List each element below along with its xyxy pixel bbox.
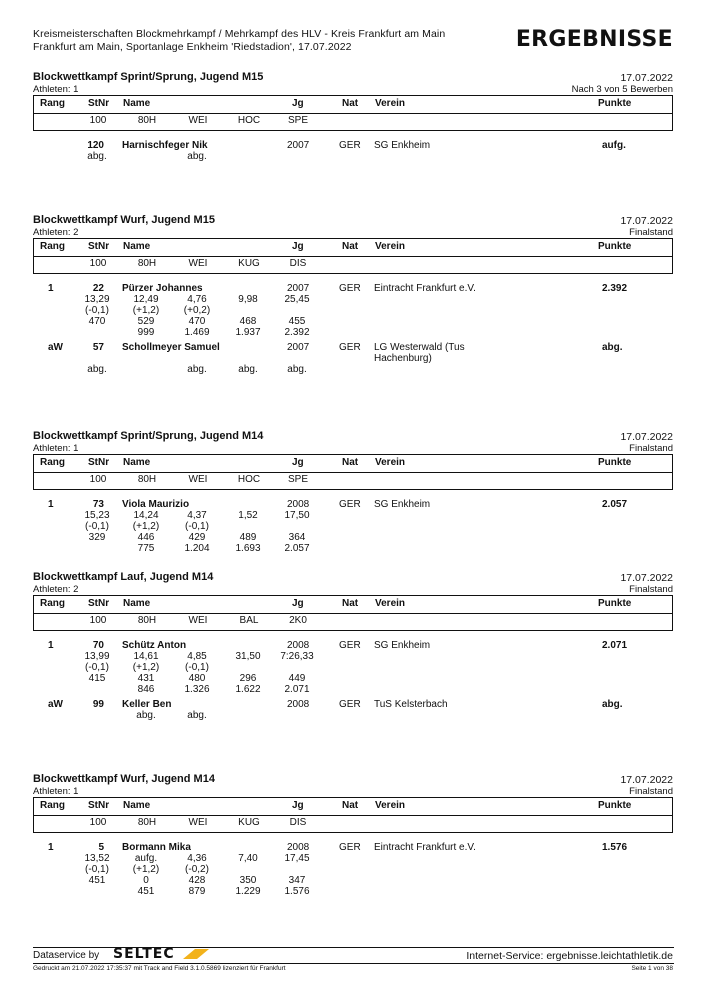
result-value: 13,52 bbox=[84, 853, 110, 864]
athlete-year: 2008 bbox=[287, 499, 310, 510]
column-header-row bbox=[34, 96, 672, 114]
column-header-name: Name bbox=[123, 98, 151, 109]
section-date: 17.07.2022 bbox=[620, 72, 673, 84]
result-value: 364 bbox=[288, 532, 306, 543]
result-value: 4,85 bbox=[187, 651, 207, 662]
section-status: Finalstand bbox=[629, 786, 673, 797]
athlete-club: SG Enkheim bbox=[374, 140, 431, 151]
result-value: 12,49 bbox=[133, 294, 159, 305]
athlete-rank: 1 bbox=[48, 499, 54, 510]
athlete-name: Bormann Mika bbox=[122, 842, 191, 853]
section-athletes-count: Athleten: 1 bbox=[33, 786, 79, 797]
discipline-header: WEI bbox=[188, 474, 208, 485]
result-value: 451 bbox=[88, 875, 106, 886]
result-value: (-0,1) bbox=[185, 662, 209, 673]
result-value: 0 bbox=[143, 875, 149, 886]
column-header-punkte: Punkte bbox=[598, 457, 632, 468]
result-value: 7:26,33 bbox=[280, 651, 314, 662]
column-header-rang: Rang bbox=[40, 457, 65, 468]
discipline-header: 2K0 bbox=[289, 615, 307, 626]
athlete-club: SG Enkheim bbox=[374, 640, 431, 651]
column-header-stnr: StNr bbox=[88, 800, 110, 811]
discipline-header: WEI bbox=[188, 115, 208, 126]
result-value: abg. bbox=[287, 364, 307, 375]
column-header-nat: Nat bbox=[342, 457, 359, 468]
discipline-header-row bbox=[34, 815, 672, 832]
result-value: 9,98 bbox=[238, 294, 258, 305]
results-table-header bbox=[33, 238, 673, 274]
result-value: 999 bbox=[137, 327, 155, 338]
column-header-row bbox=[34, 239, 672, 257]
discipline-header-row bbox=[34, 613, 672, 630]
result-value: aufg. bbox=[134, 853, 158, 864]
athlete-points: abg. bbox=[602, 699, 623, 710]
athlete-nation: GER bbox=[339, 640, 361, 651]
column-header-jg: Jg bbox=[292, 800, 304, 811]
athlete-rank: 1 bbox=[48, 842, 54, 853]
discipline-header: 100 bbox=[89, 474, 107, 485]
athlete-club: LG Westerwald (Tus bbox=[374, 342, 465, 353]
result-value: 13,29 bbox=[84, 294, 110, 305]
result-value: (+1,2) bbox=[132, 521, 160, 532]
result-value: 2.071 bbox=[284, 684, 310, 695]
column-header-punkte: Punkte bbox=[598, 241, 632, 252]
result-value: 296 bbox=[239, 673, 257, 684]
athlete-nation: GER bbox=[339, 499, 361, 510]
discipline-header: KUG bbox=[238, 817, 260, 828]
athlete-bib: 99 bbox=[92, 699, 104, 710]
result-value: 846 bbox=[137, 684, 155, 695]
result-value: 1.229 bbox=[235, 886, 261, 897]
athlete-rank: aW bbox=[48, 699, 63, 710]
athlete-club: Eintracht Frankfurt e.V. bbox=[374, 283, 476, 294]
athlete-bib: 22 bbox=[92, 283, 104, 294]
section-date: 17.07.2022 bbox=[620, 215, 673, 227]
result-value: 17,45 bbox=[284, 853, 310, 864]
section-title: Blockwettkampf Sprint/Sprung, Jugend M15 bbox=[33, 71, 264, 83]
athlete-name: Keller Ben bbox=[122, 699, 172, 710]
athlete-club-line2: Hachenburg) bbox=[374, 353, 432, 364]
discipline-header: DIS bbox=[289, 258, 307, 269]
discipline-header: 80H bbox=[137, 474, 157, 485]
result-value: 470 bbox=[88, 316, 106, 327]
column-header-stnr: StNr bbox=[88, 241, 110, 252]
athlete-points: aufg. bbox=[602, 140, 626, 151]
discipline-header: DIS bbox=[289, 817, 307, 828]
athlete-club: SG Enkheim bbox=[374, 499, 431, 510]
column-header-row bbox=[34, 798, 672, 816]
column-header-nat: Nat bbox=[342, 241, 359, 252]
discipline-header: 100 bbox=[89, 258, 107, 269]
result-value: (+1,2) bbox=[132, 864, 160, 875]
discipline-header-row bbox=[34, 256, 672, 273]
result-value: 4,36 bbox=[187, 853, 207, 864]
result-value: abg. bbox=[87, 151, 107, 162]
header-line-2: Frankfurt am Main, Sportanlage Enkheim 'Riedstadion', 17.07.2022 bbox=[33, 41, 352, 53]
section-status: Finalstand bbox=[629, 443, 673, 454]
result-value: (-0,1) bbox=[185, 521, 209, 532]
athlete-bib: 120 bbox=[87, 140, 104, 151]
athlete-year: 2007 bbox=[287, 140, 310, 151]
athlete-nation: GER bbox=[339, 283, 361, 294]
result-value: (+0,2) bbox=[183, 305, 211, 316]
result-value: 1.326 bbox=[184, 684, 210, 695]
result-value: 775 bbox=[137, 543, 155, 554]
result-value: 347 bbox=[288, 875, 306, 886]
athlete-name: Pürzer Johannes bbox=[122, 283, 203, 294]
discipline-header: SPE bbox=[287, 115, 308, 126]
athlete-year: 2007 bbox=[287, 342, 310, 353]
result-value: (-0,2) bbox=[185, 864, 209, 875]
result-value: abg. bbox=[87, 364, 107, 375]
discipline-header: 80H bbox=[137, 615, 157, 626]
athlete-points: abg. bbox=[602, 342, 623, 353]
athlete-rank: aW bbox=[48, 342, 63, 353]
discipline-header-row bbox=[34, 113, 672, 130]
discipline-header: WEI bbox=[188, 817, 208, 828]
athlete-nation: GER bbox=[339, 140, 361, 151]
result-value: 449 bbox=[288, 673, 306, 684]
header-line-1: Kreismeisterschaften Blockmehrkampf / Mehrkampf des HLV - Kreis Frankfurt am Main bbox=[33, 28, 446, 40]
section-athletes-count: Athleten: 2 bbox=[33, 227, 79, 238]
result-value: (+1,2) bbox=[132, 305, 160, 316]
results-table-header bbox=[33, 797, 673, 833]
section-status: Finalstand bbox=[629, 584, 673, 595]
result-value: (-0,1) bbox=[85, 662, 109, 673]
column-header-verein: Verein bbox=[375, 800, 406, 811]
discipline-header: 80H bbox=[137, 817, 157, 828]
result-value: 31,50 bbox=[235, 651, 261, 662]
result-value: (-0,1) bbox=[85, 864, 109, 875]
athlete-nation: GER bbox=[339, 342, 361, 353]
athlete-nation: GER bbox=[339, 699, 361, 710]
result-value: 429 bbox=[188, 532, 206, 543]
result-value: 329 bbox=[88, 532, 106, 543]
column-header-jg: Jg bbox=[292, 457, 304, 468]
result-value: 879 bbox=[188, 886, 206, 897]
result-value: 455 bbox=[288, 316, 306, 327]
result-value: abg. bbox=[187, 151, 207, 162]
column-header-rang: Rang bbox=[40, 598, 65, 609]
result-value: 470 bbox=[188, 316, 206, 327]
column-header-rang: Rang bbox=[40, 98, 65, 109]
result-value: 1.622 bbox=[235, 684, 261, 695]
column-header-row bbox=[34, 596, 672, 614]
discipline-header-row bbox=[34, 472, 672, 489]
discipline-header: 100 bbox=[89, 817, 107, 828]
athlete-club: Eintracht Frankfurt e.V. bbox=[374, 842, 476, 853]
column-header-rang: Rang bbox=[40, 800, 65, 811]
result-value: 1.204 bbox=[184, 543, 210, 554]
result-value: 4,76 bbox=[187, 294, 207, 305]
column-header-name: Name bbox=[123, 598, 151, 609]
page-number: Seite 1 von 38 bbox=[631, 965, 673, 972]
results-table-header bbox=[33, 95, 673, 131]
column-header-punkte: Punkte bbox=[598, 98, 632, 109]
column-header-punkte: Punkte bbox=[598, 800, 632, 811]
result-value: 1.693 bbox=[235, 543, 261, 554]
result-value: 480 bbox=[188, 673, 206, 684]
column-header-jg: Jg bbox=[292, 241, 304, 252]
column-header-punkte: Punkte bbox=[598, 598, 632, 609]
result-value: (+1,2) bbox=[132, 662, 160, 673]
footer-divider-2 bbox=[33, 963, 674, 964]
athlete-year: 2008 bbox=[287, 842, 310, 853]
result-value: 446 bbox=[137, 532, 155, 543]
result-value: abg. bbox=[187, 710, 207, 721]
column-header-jg: Jg bbox=[292, 98, 304, 109]
column-header-name: Name bbox=[123, 800, 151, 811]
result-value: 25,45 bbox=[284, 294, 310, 305]
section-athletes-count: Athleten: 1 bbox=[33, 443, 79, 454]
discipline-header: SPE bbox=[287, 474, 308, 485]
column-header-stnr: StNr bbox=[88, 98, 110, 109]
column-header-verein: Verein bbox=[375, 457, 406, 468]
column-header-name: Name bbox=[123, 457, 151, 468]
section-date: 17.07.2022 bbox=[620, 431, 673, 443]
athlete-year: 2007 bbox=[287, 283, 310, 294]
section-status: Finalstand bbox=[629, 227, 673, 238]
column-header-verein: Verein bbox=[375, 241, 406, 252]
section-date: 17.07.2022 bbox=[620, 572, 673, 584]
discipline-header: BAL bbox=[239, 615, 259, 626]
printed-info: Gedruckt am 21.07.2022 17:35:37 mit Track and Field 3.1.0.5869 lizenziert für Frankfurt bbox=[33, 965, 286, 972]
discipline-header: 100 bbox=[89, 615, 107, 626]
result-value: 15,23 bbox=[84, 510, 110, 521]
result-value: 1.937 bbox=[235, 327, 261, 338]
results-table-header bbox=[33, 454, 673, 490]
results-table-header bbox=[33, 595, 673, 631]
athlete-name: Schollmeyer Samuel bbox=[122, 342, 220, 353]
column-header-name: Name bbox=[123, 241, 151, 252]
dataservice-label: Dataservice by bbox=[33, 950, 100, 961]
discipline-header: 80H bbox=[137, 115, 157, 126]
column-header-nat: Nat bbox=[342, 98, 359, 109]
athlete-rank: 1 bbox=[48, 283, 54, 294]
result-value: 14,24 bbox=[133, 510, 159, 521]
result-value: 1.469 bbox=[184, 327, 210, 338]
athlete-rank: 1 bbox=[48, 640, 54, 651]
athlete-bib: 5 bbox=[98, 842, 104, 853]
result-value: abg. bbox=[187, 364, 207, 375]
section-title: Blockwettkampf Sprint/Sprung, Jugend M14 bbox=[33, 430, 264, 442]
section-title: Blockwettkampf Lauf, Jugend M14 bbox=[33, 571, 214, 583]
result-value: 489 bbox=[239, 532, 257, 543]
result-value: 468 bbox=[239, 316, 257, 327]
section-athletes-count: Athleten: 2 bbox=[33, 584, 79, 595]
athlete-points: 2.392 bbox=[602, 283, 628, 294]
result-value: 529 bbox=[137, 316, 155, 327]
result-value: 14,61 bbox=[133, 651, 159, 662]
seltec-logo-text: SELTEC bbox=[113, 946, 175, 962]
athlete-bib: 73 bbox=[92, 499, 104, 510]
seltec-logo bbox=[113, 946, 211, 962]
result-value: 428 bbox=[188, 875, 206, 886]
section-date: 17.07.2022 bbox=[620, 774, 673, 786]
discipline-header: HOC bbox=[237, 474, 261, 485]
seltec-logo-swoosh-icon bbox=[181, 948, 211, 960]
result-value: 2.057 bbox=[284, 543, 310, 554]
result-value: abg. bbox=[136, 710, 156, 721]
result-value: 7,40 bbox=[238, 853, 258, 864]
result-value: (-0,1) bbox=[85, 305, 109, 316]
athlete-club: TuS Kelsterbach bbox=[374, 699, 448, 710]
athlete-name: Harnischfeger Nik bbox=[122, 140, 208, 151]
discipline-header: HOC bbox=[237, 115, 261, 126]
result-value: (-0,1) bbox=[85, 521, 109, 532]
result-value: 1,52 bbox=[238, 510, 258, 521]
result-value: 4,37 bbox=[187, 510, 207, 521]
result-value: abg. bbox=[238, 364, 258, 375]
athlete-name: Schütz Anton bbox=[122, 640, 187, 651]
column-header-stnr: StNr bbox=[88, 457, 110, 468]
result-value: 2.392 bbox=[284, 327, 310, 338]
section-title: Blockwettkampf Wurf, Jugend M14 bbox=[33, 773, 215, 785]
discipline-header: WEI bbox=[188, 258, 208, 269]
athlete-year: 2008 bbox=[287, 640, 310, 651]
result-value: 431 bbox=[137, 673, 155, 684]
athlete-points: 2.057 bbox=[602, 499, 628, 510]
athlete-bib: 57 bbox=[92, 342, 104, 353]
athlete-name: Viola Maurizio bbox=[122, 499, 190, 510]
athlete-bib: 70 bbox=[92, 640, 104, 651]
column-header-verein: Verein bbox=[375, 598, 406, 609]
result-value: 1.576 bbox=[284, 886, 310, 897]
page-title: ERGEBNISSE bbox=[515, 27, 673, 52]
section-athletes-count: Athleten: 1 bbox=[33, 84, 79, 95]
column-header-verein: Verein bbox=[375, 98, 406, 109]
section-status: Nach 3 von 5 Bewerben bbox=[571, 84, 673, 95]
discipline-header: 100 bbox=[89, 115, 107, 126]
column-header-rang: Rang bbox=[40, 241, 65, 252]
result-value: 17,50 bbox=[284, 510, 310, 521]
column-header-stnr: StNr bbox=[88, 598, 110, 609]
column-header-row bbox=[34, 455, 672, 473]
section-title: Blockwettkampf Wurf, Jugend M15 bbox=[33, 214, 215, 226]
internet-service-label: Internet-Service: ergebnisse.leichtathletik.de bbox=[466, 950, 673, 962]
discipline-header: KUG bbox=[238, 258, 260, 269]
result-value: 350 bbox=[239, 875, 257, 886]
athlete-points: 1.576 bbox=[602, 842, 628, 853]
result-value: 415 bbox=[88, 673, 106, 684]
athlete-nation: GER bbox=[339, 842, 361, 853]
column-header-nat: Nat bbox=[342, 598, 359, 609]
column-header-nat: Nat bbox=[342, 800, 359, 811]
result-value: 13,99 bbox=[84, 651, 110, 662]
athlete-points: 2.071 bbox=[602, 640, 628, 651]
discipline-header: 80H bbox=[137, 258, 157, 269]
discipline-header: WEI bbox=[188, 615, 208, 626]
athlete-year: 2008 bbox=[287, 699, 310, 710]
result-value: 451 bbox=[137, 886, 155, 897]
column-header-jg: Jg bbox=[292, 598, 304, 609]
